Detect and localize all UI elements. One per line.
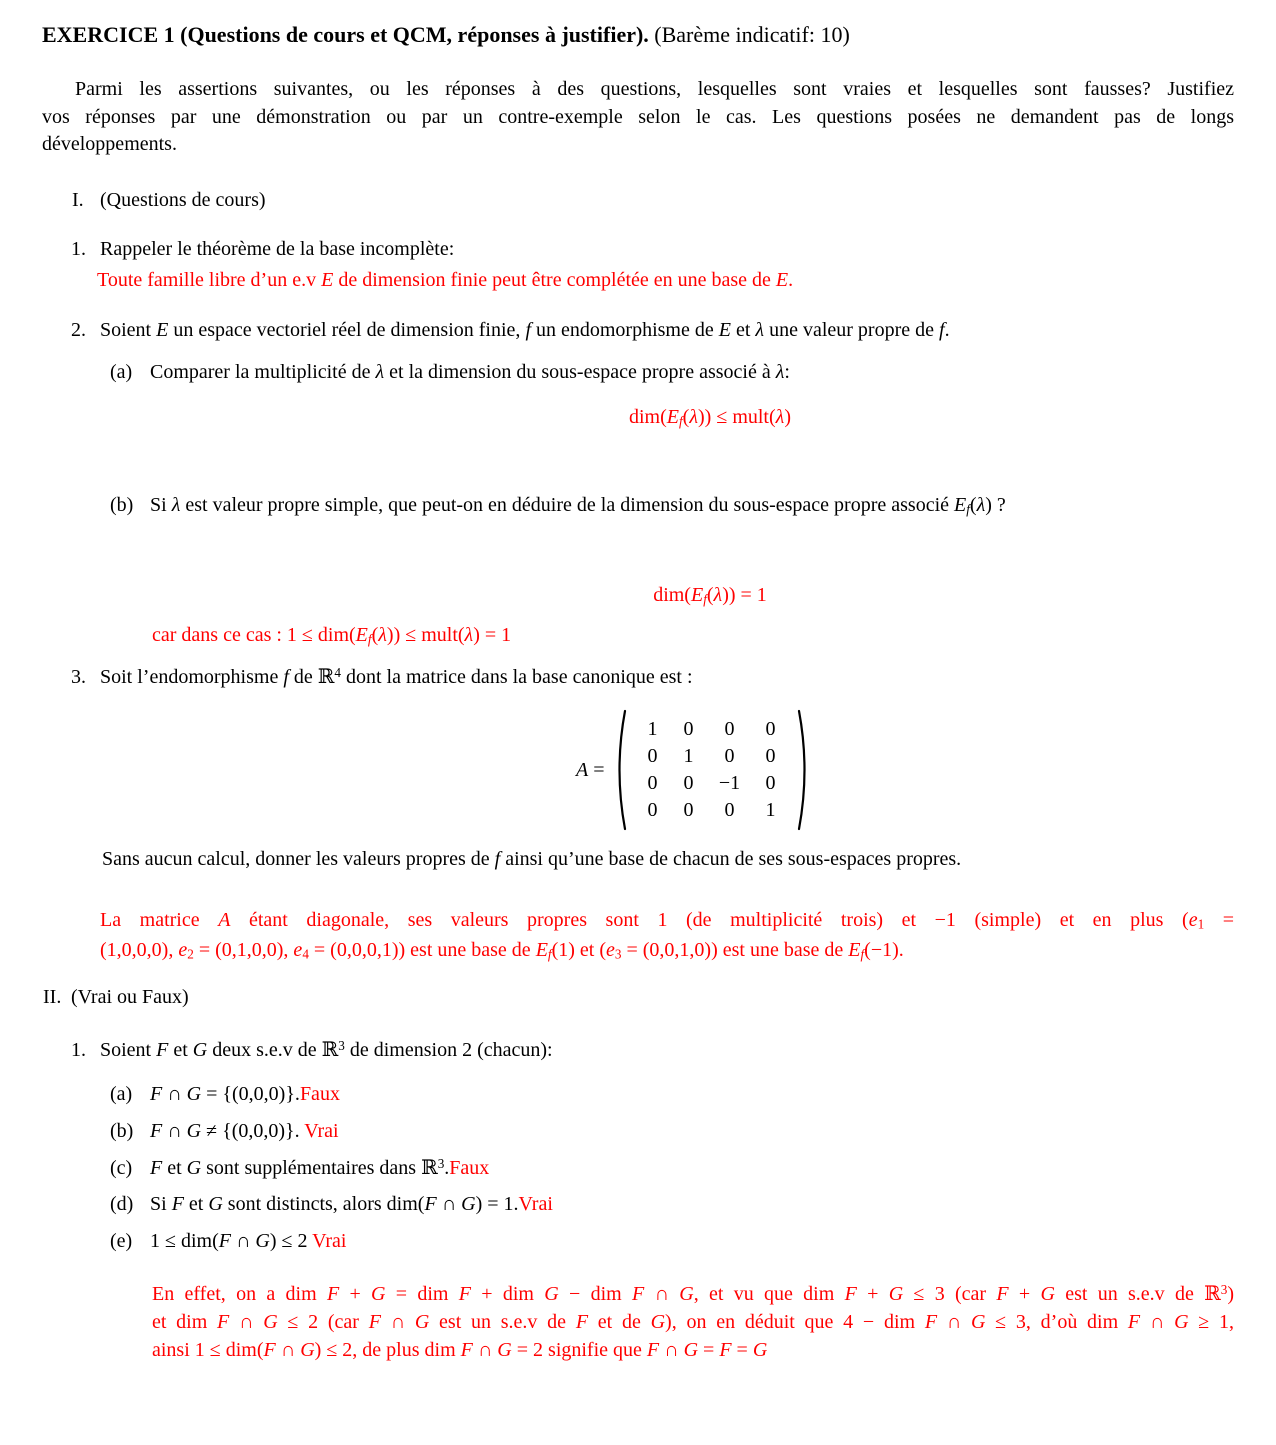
text-segment: 2 <box>187 946 194 962</box>
question-2a-label: (a) <box>110 361 133 383</box>
text-segment: ≤ 2 (car <box>277 1311 369 1333</box>
text-segment: car dans ce cas : 1 ≤ dim( <box>152 624 356 646</box>
question-3-followup <box>102 845 961 873</box>
text-segment: + <box>339 1283 372 1305</box>
text-segment: F <box>1127 1311 1141 1333</box>
text-segment: ) ? <box>985 494 1006 516</box>
text-segment: λ <box>464 624 474 646</box>
text-segment: Soit l’endomorphisme <box>100 666 284 688</box>
item-c-label: (c) <box>110 1157 133 1179</box>
text-segment: )) ≤ mult( <box>386 624 465 646</box>
text-segment: G <box>186 1157 202 1179</box>
text-segment: ∩ <box>1140 1311 1175 1333</box>
answer-3-line <box>100 905 1234 935</box>
text-segment: 3 <box>1220 1282 1228 1298</box>
text-segment: ), on en déduit que 4 − dim <box>665 1311 925 1333</box>
matrix-cell: 0 <box>647 772 658 794</box>
matrix-cell: 0 <box>683 718 694 740</box>
text-segment: Si <box>150 494 172 516</box>
question-3 <box>71 663 693 691</box>
text-segment: F <box>460 1339 473 1361</box>
item-e-text <box>150 1230 347 1252</box>
text-segment: Faux <box>449 1157 490 1179</box>
answer-2a-formula <box>186 403 1234 431</box>
matrix-cell: 1 <box>647 718 658 740</box>
text-segment: λ <box>378 624 387 646</box>
text-segment: dim( <box>629 406 667 428</box>
text-segment: F <box>924 1311 938 1333</box>
text-segment: ( <box>706 584 714 606</box>
text-segment: E <box>718 319 731 341</box>
text-segment: = <box>588 758 605 781</box>
question-2-label: 2. <box>71 319 86 341</box>
text-segment: sont distincts, alors dim( <box>222 1193 425 1215</box>
vrai-faux-item-a <box>110 1080 340 1108</box>
answer-2b-note <box>152 621 511 649</box>
text-segment: f <box>494 848 501 870</box>
text-segment: = dim <box>385 1283 459 1305</box>
text-segment: Toute famille libre d’un e.v <box>97 269 322 291</box>
text-segment: G <box>683 1339 699 1361</box>
text-segment: f <box>525 319 531 341</box>
matrix-cell: 0 <box>647 745 658 767</box>
item-d-text <box>150 1193 553 1215</box>
text-segment: En effet, on a dim <box>152 1283 327 1305</box>
text-segment: 3 <box>614 946 622 962</box>
question-2a <box>110 358 790 386</box>
text-segment: sont supplémentaires dans ℝ <box>201 1157 438 1179</box>
text-segment: ( <box>969 494 977 516</box>
question-3-label: 3. <box>71 666 86 688</box>
text-segment: est un s.e.v de ℝ <box>1054 1283 1221 1305</box>
matrix-cell: 1 <box>683 745 694 767</box>
matrix-cell: 0 <box>765 772 776 794</box>
text-segment: A <box>576 758 589 781</box>
text-segment: A <box>218 909 231 931</box>
text-segment: f <box>860 946 865 962</box>
question-1-text: Rappeler le théorème de la base incomplète: <box>100 238 455 260</box>
text-segment: = {(0,0,0)}. <box>201 1083 300 1105</box>
text-segment: et <box>168 1039 193 1061</box>
text-segment: E <box>848 939 861 961</box>
text-segment: F <box>632 1283 645 1305</box>
matrix-cell: 0 <box>724 799 735 821</box>
text-segment: 4 <box>334 665 341 681</box>
text-segment: G <box>186 1083 202 1105</box>
exercise-title <box>42 21 850 49</box>
text-segment: (1,0,0,0), <box>100 939 179 961</box>
text-segment: e <box>293 939 303 961</box>
text-segment: . <box>444 1157 450 1179</box>
text-segment: F <box>150 1083 163 1105</box>
text-segment: G <box>1040 1283 1055 1305</box>
text-segment: G <box>461 1193 476 1215</box>
text-segment: G <box>752 1339 768 1361</box>
text-segment: )) ≤ mult( <box>698 406 776 428</box>
text-segment: F <box>575 1311 589 1333</box>
matrix-left-paren-icon <box>613 709 627 831</box>
answer-1 <box>97 266 793 294</box>
text-segment: Si <box>150 1193 172 1215</box>
text-segment: ainsi qu’une base de chacun de ses sous-espaces propres. <box>500 848 962 870</box>
text-segment: F <box>326 1283 340 1305</box>
text-segment: F <box>424 1193 437 1215</box>
item-a-text <box>150 1083 340 1105</box>
text-segment: un espace vectoriel réel de dimension finie, <box>168 319 526 341</box>
text-segment: f <box>703 591 707 607</box>
text-segment: E <box>690 584 704 606</box>
matrix-cell: 0 <box>683 799 694 821</box>
matrix-cell: 0 <box>724 745 735 767</box>
text-segment: Vrai <box>518 1193 553 1215</box>
question-2b-label: (b) <box>110 494 134 516</box>
item-c-text <box>150 1157 489 1179</box>
item-a-label: (a) <box>110 1083 133 1105</box>
text-segment: G <box>1174 1311 1189 1333</box>
text-segment: , et vu que dim <box>693 1283 845 1305</box>
text-segment: (1) et ( <box>551 939 606 961</box>
text-segment: E <box>954 494 967 516</box>
text-segment: F <box>217 1311 230 1333</box>
text-segment: Comparer la multiplicité de <box>150 361 376 383</box>
intro-line: vos réponses par une démonstration ou par un contre-exemple selon le cas. Les questions posées ne demandent pas de longs <box>42 105 1234 128</box>
text-segment: = (0,0,1,0)) est une base de <box>621 939 849 961</box>
item-b-text <box>150 1120 339 1142</box>
text-segment: λ <box>171 494 181 516</box>
text-segment: G <box>300 1339 315 1361</box>
text-segment: ∩ <box>162 1120 187 1142</box>
text-segment: F <box>171 1193 184 1215</box>
text-segment: E <box>775 269 789 291</box>
text-segment: F <box>150 1157 163 1179</box>
matrix-cell: 0 <box>765 718 776 740</box>
intro-line: Parmi les assertions suivantes, ou les réponses à des questions, lesquelles sont vraies et lesquelles sont fausses? Justifiez <box>75 78 1234 100</box>
text-segment: (−1). <box>864 939 904 961</box>
text-segment: ∩ <box>472 1339 498 1361</box>
text-segment: F <box>263 1339 276 1361</box>
text-segment: f <box>367 631 372 647</box>
question-2a-text <box>150 361 790 383</box>
text-segment: deux s.e.v de ℝ <box>207 1039 339 1061</box>
text-segment: F <box>996 1283 1009 1305</box>
text-segment: E <box>321 269 334 291</box>
text-segment: ( <box>682 406 690 428</box>
text-segment: une valeur propre de <box>764 319 939 341</box>
answer-3 <box>100 905 1234 965</box>
text-segment: F <box>646 1339 660 1361</box>
text-segment: 1 <box>1197 916 1205 932</box>
text-segment: G <box>414 1311 430 1333</box>
text-segment: G <box>263 1311 278 1333</box>
text-segment: λ <box>689 406 699 428</box>
intro-paragraph <box>42 76 1234 159</box>
text-segment: = 2 signifie que <box>511 1339 647 1361</box>
matrix-cell: 0 <box>724 718 735 740</box>
text-segment: Vrai <box>304 1120 339 1142</box>
vrai-faux-item-e <box>110 1227 347 1255</box>
vrai-faux-item-c <box>110 1154 489 1182</box>
text-segment: e <box>606 939 615 961</box>
text-segment: + <box>856 1283 889 1305</box>
section-ii-question-1-label: 1. <box>71 1039 86 1061</box>
question-2b-text <box>150 494 1006 516</box>
section-i-title: (Questions de cours) <box>100 189 266 211</box>
text-segment: = (0,0,0,1)) est une base de <box>308 939 536 961</box>
text-segment: λ <box>375 361 385 383</box>
section-i-header <box>72 186 266 214</box>
matrix-cell: −1 <box>718 772 741 794</box>
text-segment: est un s.e.v de <box>429 1311 576 1333</box>
text-segment: Sans aucun calcul, donner les valeurs propres de <box>102 848 495 870</box>
text-segment: F <box>719 1339 732 1361</box>
section-ii-question-1-text <box>100 1039 553 1061</box>
text-segment: F <box>156 1039 169 1061</box>
matrix-cell: 0 <box>647 799 658 821</box>
text-segment: et <box>730 319 756 341</box>
text-segment: 3 <box>437 1156 445 1172</box>
text-segment: F <box>844 1283 857 1305</box>
text-segment: ) ≤ 2 <box>269 1230 313 1252</box>
text-segment: 4 <box>302 946 309 962</box>
text-segment: et <box>162 1157 187 1179</box>
text-segment: ≤ 3 (car <box>903 1283 997 1305</box>
text-segment: F <box>458 1283 471 1305</box>
text-segment: G <box>371 1283 386 1305</box>
text-segment: Soient <box>100 1039 157 1061</box>
matrix-a <box>576 706 811 834</box>
text-segment: G <box>192 1039 208 1061</box>
answer-2b-formula <box>186 581 1234 609</box>
text-segment: λ <box>775 361 785 383</box>
section-i-label: I. <box>72 189 84 211</box>
matrix-lhs <box>576 759 605 782</box>
text-segment: ainsi 1 ≤ dim( <box>152 1339 264 1361</box>
text-segment: ) = 1 <box>473 624 512 646</box>
text-segment: ≠ {(0,0,0)}. <box>201 1120 305 1142</box>
text-segment: et dim <box>152 1311 218 1333</box>
text-segment: ) <box>784 406 791 428</box>
text-segment: ) <box>1227 1283 1235 1305</box>
item-e-label: (e) <box>110 1230 133 1252</box>
text-segment: G <box>970 1311 986 1333</box>
matrix-cell: 1 <box>765 799 776 821</box>
text-segment: de dimension finie peut être complétée en une base de <box>333 269 776 291</box>
justification-line <box>152 1336 1234 1364</box>
text-segment: f <box>547 946 552 962</box>
text-segment: . <box>788 269 794 291</box>
text-segment: E <box>535 939 548 961</box>
text-segment: F <box>368 1311 381 1333</box>
text-segment: et de <box>588 1311 651 1333</box>
text-segment: + dim <box>470 1283 545 1305</box>
answer-vrai-faux-justification <box>152 1280 1234 1364</box>
section-ii-question-1 <box>71 1036 553 1064</box>
matrix-cell: 0 <box>765 745 776 767</box>
text-segment: G <box>208 1193 223 1215</box>
text-segment: (Barème indicatif: 10) <box>648 22 850 47</box>
question-2b <box>110 491 1006 519</box>
text-segment: ≤ 3, d’où dim <box>985 1311 1128 1333</box>
item-d-label: (d) <box>110 1193 134 1215</box>
text-segment: λ <box>775 406 785 428</box>
text-segment: La matrice <box>100 909 219 931</box>
section-ii-title: (Vrai ou Faux) <box>71 986 189 1008</box>
text-segment: dont la matrice dans la base canonique est : <box>340 666 693 688</box>
vrai-faux-item-b <box>110 1117 339 1145</box>
section-ii-header <box>43 983 189 1011</box>
text-segment: f <box>939 319 945 341</box>
text-segment: Vrai <box>312 1230 347 1252</box>
text-segment: ) ≤ 2, de plus dim <box>314 1339 461 1361</box>
text-segment: = (0,1,0,0), <box>193 939 294 961</box>
question-2-text <box>100 319 950 341</box>
text-segment: ≥ 1, <box>1188 1311 1235 1333</box>
text-segment: Soient <box>100 319 157 341</box>
text-segment: de ℝ <box>288 666 335 688</box>
text-segment: ∩ <box>659 1339 684 1361</box>
text-segment: + <box>1008 1283 1041 1305</box>
question-1-label: 1. <box>71 238 86 260</box>
text-segment: f <box>679 413 683 429</box>
text-segment: e <box>178 939 188 961</box>
text-segment: ∩ <box>275 1339 301 1361</box>
text-segment: E <box>355 624 368 646</box>
text-segment: et <box>183 1193 209 1215</box>
text-segment: : <box>784 361 790 383</box>
question-3-text <box>100 666 693 688</box>
text-segment: G <box>255 1230 270 1252</box>
text-segment: ( <box>371 624 379 646</box>
text-segment: G <box>544 1283 559 1305</box>
answer-3-line <box>100 935 1234 965</box>
text-segment: E <box>666 406 679 428</box>
text-segment: = <box>1204 909 1235 931</box>
text-segment: )) = 1 <box>722 584 767 606</box>
text-segment: 1 ≤ dim( <box>150 1230 219 1252</box>
item-b-label: (b) <box>110 1120 134 1142</box>
text-segment: G <box>650 1311 666 1333</box>
text-segment: . <box>944 319 950 341</box>
text-segment: G <box>679 1283 694 1305</box>
text-segment: est valeur propre simple, que peut-on en déduire de la dimension du sous-espace propre associé <box>180 494 955 516</box>
text-segment: EXERCICE 1 (Questions de cours et QCM, réponses à justifier). <box>42 22 649 47</box>
matrix-cell: 0 <box>683 772 694 794</box>
matrix-right-paren-icon <box>797 709 811 831</box>
text-segment: F <box>218 1230 231 1252</box>
text-segment: E <box>156 319 169 341</box>
section-ii-label: II. <box>43 986 62 1008</box>
text-segment: G <box>497 1339 512 1361</box>
text-segment: et la dimension du sous-espace propre associé à <box>384 361 776 383</box>
text-segment: ∩ <box>380 1311 415 1333</box>
intro-line: développements. <box>42 133 177 155</box>
matrix-grid <box>635 716 789 824</box>
text-segment: un endomorphisme de <box>531 319 719 341</box>
text-segment: = <box>731 1339 753 1361</box>
text-segment: e <box>1188 909 1198 931</box>
text-segment: étant diagonale, ses valeurs propres sont 1 (de multiplicité trois) et −1 (simple) et en plus ( <box>230 909 1189 931</box>
text-segment: f <box>966 501 970 517</box>
question-2 <box>71 316 950 344</box>
text-segment: λ <box>713 584 723 606</box>
text-segment: F <box>150 1120 163 1142</box>
text-segment: f <box>283 666 289 688</box>
vrai-faux-item-d <box>110 1190 553 1218</box>
text-segment: ∩ <box>436 1193 462 1215</box>
text-segment: ∩ <box>229 1311 264 1333</box>
question-1 <box>71 235 454 263</box>
text-segment: ∩ <box>937 1311 971 1333</box>
text-segment: = <box>698 1339 720 1361</box>
text-segment: G <box>186 1120 202 1142</box>
text-segment: dim( <box>653 584 691 606</box>
justification-line <box>152 1280 1234 1308</box>
text-segment: − dim <box>558 1283 632 1305</box>
text-segment: ∩ <box>644 1283 680 1305</box>
text-segment: 3 <box>338 1038 345 1054</box>
text-segment: de dimension 2 (chacun): <box>344 1039 553 1061</box>
justification-line <box>152 1308 1234 1336</box>
text-segment: λ <box>976 494 986 516</box>
text-segment: Faux <box>299 1083 340 1105</box>
text-segment: ∩ <box>162 1083 187 1105</box>
text-segment: ∩ <box>230 1230 256 1252</box>
text-segment: ) = 1. <box>475 1193 519 1215</box>
text-segment: G <box>888 1283 904 1305</box>
text-segment: λ <box>755 319 765 341</box>
